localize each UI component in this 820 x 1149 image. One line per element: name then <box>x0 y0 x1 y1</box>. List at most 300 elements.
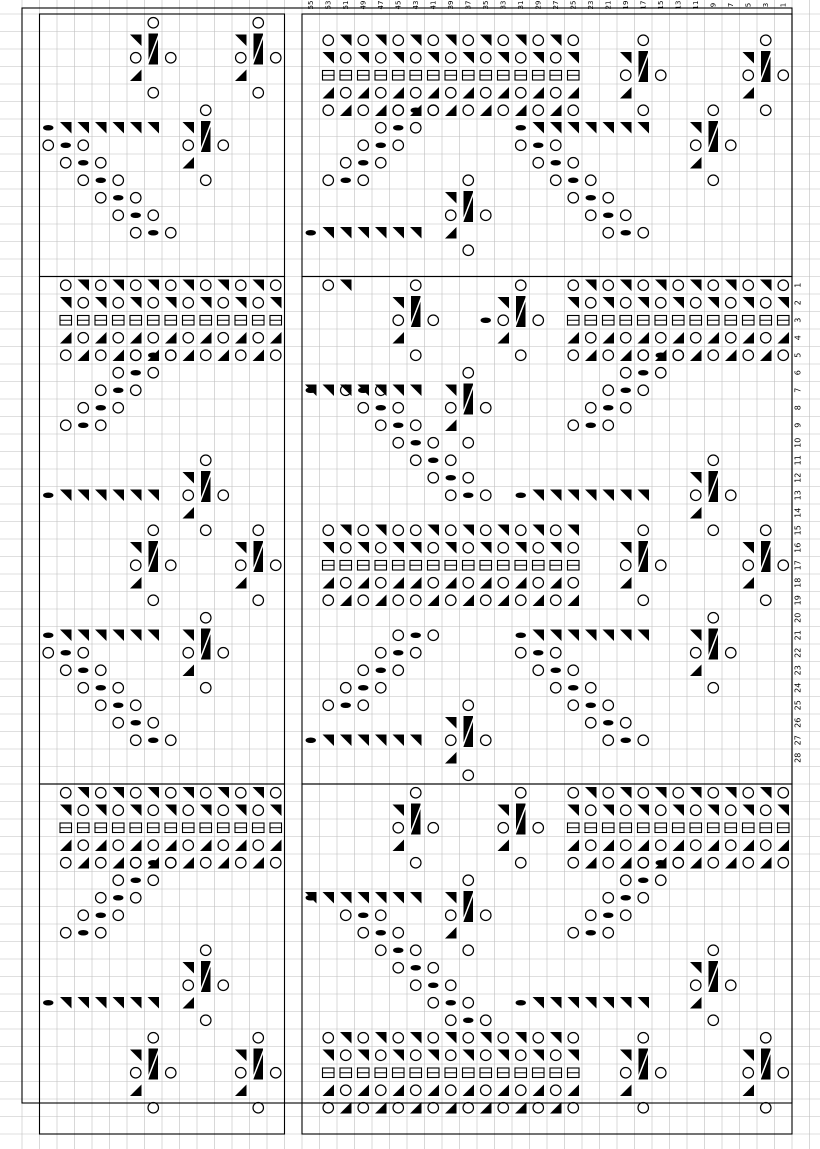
yarn-over-symbol <box>376 945 387 956</box>
col-label: 23 <box>586 0 595 10</box>
k2tog-symbol <box>78 350 90 362</box>
yarn-over-symbol <box>131 228 142 239</box>
ssk-symbol <box>323 52 335 64</box>
purl-box-symbol <box>323 71 335 81</box>
bobble-symbol <box>568 177 579 183</box>
ssk-symbol <box>690 787 702 799</box>
yarn-over-symbol <box>603 420 614 431</box>
ssk-symbol <box>638 630 650 642</box>
k2tog-symbol <box>375 1102 387 1114</box>
yarn-over-symbol <box>148 18 159 29</box>
yarn-over-symbol <box>411 350 422 361</box>
ssk-symbol <box>743 1050 755 1062</box>
purl-box-symbol <box>253 823 265 833</box>
ssk-symbol <box>148 997 160 1009</box>
yarn-over-symbol <box>621 368 632 379</box>
col-label: 5 <box>744 2 753 8</box>
yarn-over-symbol <box>708 455 719 466</box>
ssk-symbol <box>550 35 562 47</box>
yarn-over-symbol <box>446 1050 457 1061</box>
yarn-over-symbol <box>96 700 107 711</box>
purl-box-symbol <box>183 316 195 326</box>
yarn-over-symbol <box>393 525 404 536</box>
bobble-symbol <box>61 650 72 656</box>
k2tog-symbol <box>480 577 492 589</box>
yarn-over-symbol <box>463 770 474 781</box>
yarn-over-symbol <box>393 1103 404 1114</box>
yarn-over-symbol <box>113 840 124 851</box>
yarn-over-symbol <box>761 1033 772 1044</box>
k2tog-symbol <box>603 840 615 852</box>
row-label: 28 <box>793 752 803 763</box>
bobble-symbol <box>428 982 439 988</box>
bobble-symbol <box>446 475 457 481</box>
yarn-over-symbol <box>498 1103 509 1114</box>
bobble-symbol <box>358 387 369 393</box>
row-label: 25 <box>793 700 803 711</box>
yarn-over-symbol <box>761 298 772 309</box>
yarn-over-symbol <box>393 403 404 414</box>
yarn-over-symbol <box>411 788 422 799</box>
ssk-symbol <box>410 1032 422 1044</box>
ssk-symbol <box>130 542 142 554</box>
yarn-over-symbol <box>166 788 177 799</box>
bobble-symbol <box>43 632 54 638</box>
yarn-over-symbol <box>393 315 404 326</box>
purl-box-symbol <box>445 561 457 571</box>
yarn-over-symbol <box>603 928 614 939</box>
yarn-over-symbol <box>446 1015 457 1026</box>
yarn-over-symbol <box>393 823 404 834</box>
yarn-over-symbol <box>708 175 719 186</box>
ssk-symbol <box>393 542 405 554</box>
yarn-over-symbol <box>78 175 89 186</box>
purl-box-symbol <box>253 316 265 326</box>
ssk-symbol <box>340 892 352 904</box>
yarn-over-symbol <box>131 788 142 799</box>
yarn-over-symbol <box>726 648 737 659</box>
yarn-over-symbol <box>656 875 667 886</box>
bobble-symbol <box>96 405 107 411</box>
ssk-symbol <box>463 1050 475 1062</box>
yarn-over-symbol <box>358 665 369 676</box>
yarn-over-symbol <box>498 543 509 554</box>
k2tog-symbol <box>463 87 475 99</box>
ssk-symbol <box>638 997 650 1009</box>
k2tog-symbol <box>113 350 125 362</box>
k2tog-symbol <box>113 857 125 869</box>
yarn-over-symbol <box>568 543 579 554</box>
ssk-symbol <box>708 297 720 309</box>
yarn-over-symbol <box>778 350 789 361</box>
yarn-over-symbol <box>131 700 142 711</box>
yarn-over-symbol <box>761 105 772 116</box>
row-label: 21 <box>793 630 803 641</box>
k2tog-symbol <box>568 1085 580 1097</box>
bobble-symbol <box>656 352 667 358</box>
ssk-symbol <box>620 787 632 799</box>
yarn-over-symbol <box>393 105 404 116</box>
yarn-over-symbol <box>411 53 422 64</box>
yarn-over-symbol <box>673 788 684 799</box>
ssk-symbol <box>568 805 580 817</box>
yarn-over-symbol <box>568 420 579 431</box>
yarn-over-symbol <box>323 525 334 536</box>
k2tog-symbol <box>498 840 510 852</box>
yarn-over-symbol <box>708 945 719 956</box>
ssk-symbol <box>445 892 457 904</box>
yarn-over-symbol <box>376 578 387 589</box>
purl-box-symbol <box>568 823 580 833</box>
purl-box-symbol <box>340 1068 352 1078</box>
yarn-over-symbol <box>586 805 597 816</box>
yarn-over-symbol <box>656 333 667 344</box>
yarn-over-symbol <box>498 315 509 326</box>
yarn-over-symbol <box>516 280 527 291</box>
bobble-symbol <box>568 685 579 691</box>
yarn-over-symbol <box>463 245 474 256</box>
ssk-symbol <box>218 787 230 799</box>
yarn-over-symbol <box>218 980 229 991</box>
bobble-symbol <box>603 212 614 218</box>
yarn-over-symbol <box>358 403 369 414</box>
bobble-symbol <box>306 895 317 901</box>
ssk-symbol <box>585 997 597 1009</box>
yarn-over-symbol <box>568 193 579 204</box>
yarn-over-symbol <box>96 385 107 396</box>
k2tog-symbol <box>743 87 755 99</box>
yarn-over-symbol <box>253 1103 264 1114</box>
yarn-over-symbol <box>61 788 72 799</box>
yarn-over-symbol <box>603 385 614 396</box>
yarn-over-symbol <box>761 840 772 851</box>
row-label: 8 <box>793 405 803 411</box>
k2tog-symbol <box>323 1085 335 1097</box>
bobble-symbol <box>113 895 124 901</box>
cable-symbol <box>200 961 212 992</box>
yarn-over-symbol <box>411 420 422 431</box>
k2tog-symbol <box>778 840 790 852</box>
k2tog-symbol <box>218 857 230 869</box>
ssk-symbol <box>235 297 247 309</box>
bobble-symbol <box>603 912 614 918</box>
yarn-over-symbol <box>113 875 124 886</box>
col-label: 27 <box>551 0 560 10</box>
purl-box-symbol <box>270 823 282 833</box>
ssk-symbol <box>148 490 160 502</box>
col-label: 51 <box>341 0 350 10</box>
yarn-over-symbol <box>131 53 142 64</box>
yarn-over-symbol <box>131 893 142 904</box>
ssk-symbol <box>358 227 370 239</box>
k2tog-symbol <box>218 350 230 362</box>
yarn-over-symbol <box>621 1068 632 1079</box>
yarn-over-symbol <box>113 403 124 414</box>
ssk-symbol <box>568 630 580 642</box>
ssk-symbol <box>550 997 562 1009</box>
ssk-symbol <box>165 297 177 309</box>
yarn-over-symbol <box>253 333 264 344</box>
yarn-over-symbol <box>236 1068 247 1079</box>
yarn-over-symbol <box>761 1103 772 1114</box>
yarn-over-symbol <box>498 578 509 589</box>
cable-symbol <box>463 191 475 222</box>
yarn-over-symbol <box>43 140 54 151</box>
ssk-symbol <box>130 1050 142 1062</box>
yarn-over-symbol <box>516 525 527 536</box>
cable-symbol <box>410 804 422 835</box>
yarn-over-symbol <box>96 280 107 291</box>
ssk-symbol <box>183 630 195 642</box>
yarn-over-symbol <box>568 665 579 676</box>
ssk-symbol <box>375 35 387 47</box>
k2tog-symbol <box>358 1085 370 1097</box>
yarn-over-symbol <box>148 718 159 729</box>
yarn-over-symbol <box>656 1068 667 1079</box>
ssk-symbol <box>445 35 457 47</box>
ssk-symbol <box>410 735 422 747</box>
k2tog-symbol <box>708 332 720 344</box>
ssk-symbol <box>620 52 632 64</box>
yarn-over-symbol <box>516 788 527 799</box>
yarn-over-symbol <box>78 805 89 816</box>
yarn-over-symbol <box>586 840 597 851</box>
col-label: 15 <box>656 0 665 10</box>
yarn-over-symbol <box>516 88 527 99</box>
yarn-over-symbol <box>201 788 212 799</box>
bobble-symbol <box>586 422 597 428</box>
ssk-symbol <box>410 227 422 239</box>
yarn-over-symbol <box>463 105 474 116</box>
ssk-symbol <box>533 997 545 1009</box>
yarn-over-symbol <box>271 560 282 571</box>
yarn-over-symbol <box>568 858 579 869</box>
cable-symbol <box>253 541 265 572</box>
row-label: 9 <box>793 422 803 428</box>
k2tog-symbol <box>235 332 247 344</box>
cable-symbol <box>515 804 527 835</box>
yarn-over-symbol <box>183 648 194 659</box>
purl-box-symbol <box>165 316 177 326</box>
yarn-over-symbol <box>78 333 89 344</box>
yarn-over-symbol <box>446 490 457 501</box>
yarn-over-symbol <box>638 350 649 361</box>
col-label: 47 <box>376 0 385 10</box>
bobble-symbol <box>96 912 107 918</box>
ssk-symbol <box>323 385 335 397</box>
col-label: 11 <box>691 0 700 10</box>
ssk-symbol <box>358 1050 370 1062</box>
yarn-over-symbol <box>131 193 142 204</box>
k2tog-symbol <box>235 70 247 82</box>
yarn-over-symbol <box>358 35 369 46</box>
yarn-over-symbol <box>743 788 754 799</box>
yarn-over-symbol <box>183 140 194 151</box>
bobble-symbol <box>113 702 124 708</box>
bobble-symbol <box>638 370 649 376</box>
yarn-over-symbol <box>78 648 89 659</box>
purl-box-symbol <box>743 316 755 326</box>
k2tog-symbol <box>130 332 142 344</box>
k2tog-symbol <box>235 1085 247 1097</box>
yarn-over-symbol <box>481 1085 492 1096</box>
k2tog-symbol <box>375 595 387 607</box>
ssk-symbol <box>428 52 440 64</box>
yarn-over-symbol <box>726 333 737 344</box>
ssk-symbol <box>78 787 90 799</box>
ssk-symbol <box>463 52 475 64</box>
bobble-symbol <box>411 440 422 446</box>
yarn-over-symbol <box>236 560 247 571</box>
bobble-symbol <box>551 160 562 166</box>
yarn-over-symbol <box>778 788 789 799</box>
yarn-over-symbol <box>586 718 597 729</box>
col-label: 33 <box>499 0 508 10</box>
yarn-over-symbol <box>708 1015 719 1026</box>
bobble-symbol <box>131 212 142 218</box>
yarn-over-symbol <box>428 1033 439 1044</box>
ssk-symbol <box>550 1032 562 1044</box>
ssk-symbol <box>533 490 545 502</box>
yarn-over-symbol <box>621 718 632 729</box>
purl-box-symbol <box>95 316 107 326</box>
ssk-symbol <box>183 122 195 134</box>
yarn-over-symbol <box>358 525 369 536</box>
ssk-symbol <box>60 490 72 502</box>
yarn-over-symbol <box>656 805 667 816</box>
purl-box-symbol <box>463 1068 475 1078</box>
bobble-symbol <box>78 667 89 673</box>
yarn-over-symbol <box>568 158 579 169</box>
yarn-over-symbol <box>218 648 229 659</box>
k2tog-symbol <box>165 332 177 344</box>
ssk-symbol <box>533 525 545 537</box>
bobble-symbol <box>411 965 422 971</box>
row-label: 3 <box>793 317 803 323</box>
ssk-symbol <box>270 805 282 817</box>
yarn-over-symbol <box>323 280 334 291</box>
ssk-symbol <box>620 630 632 642</box>
yarn-over-symbol <box>96 420 107 431</box>
yarn-over-symbol <box>516 1050 527 1061</box>
ssk-symbol <box>708 805 720 817</box>
yarn-over-symbol <box>201 613 212 624</box>
k2tog-symbol <box>165 840 177 852</box>
yarn-over-symbol <box>446 980 457 991</box>
ssk-symbol <box>778 805 790 817</box>
purl-box-symbol <box>200 823 212 833</box>
ssk-symbol <box>78 997 90 1009</box>
ssk-symbol <box>130 122 142 134</box>
row-label: 23 <box>793 665 803 676</box>
row-label: 26 <box>793 717 803 728</box>
k2tog-symbol <box>585 350 597 362</box>
yarn-over-symbol <box>166 735 177 746</box>
bobble-symbol <box>638 877 649 883</box>
ssk-symbol <box>620 122 632 134</box>
yarn-over-symbol <box>533 158 544 169</box>
ssk-symbol <box>95 490 107 502</box>
ssk-symbol <box>78 630 90 642</box>
purl-box-symbol <box>725 823 737 833</box>
bobble-symbol <box>516 632 527 638</box>
ssk-symbol <box>498 805 510 817</box>
col-label: 9 <box>709 2 718 8</box>
bobble-symbol <box>96 177 107 183</box>
bobble-symbol <box>376 930 387 936</box>
ssk-symbol <box>533 52 545 64</box>
k2tog-symbol <box>463 1085 475 1097</box>
yarn-over-symbol <box>743 280 754 291</box>
k2tog-symbol <box>445 105 457 117</box>
bobble-symbol <box>78 160 89 166</box>
yarn-over-symbol <box>113 910 124 921</box>
yarn-over-symbol <box>516 648 527 659</box>
ssk-symbol <box>690 280 702 292</box>
yarn-over-symbol <box>743 70 754 81</box>
purl-box-symbol <box>585 316 597 326</box>
ssk-symbol <box>673 297 685 309</box>
yarn-over-symbol <box>411 980 422 991</box>
yarn-over-symbol <box>516 53 527 64</box>
k2tog-symbol <box>498 87 510 99</box>
k2tog-symbol <box>393 840 405 852</box>
cable-symbol <box>253 34 265 65</box>
ssk-symbol <box>480 542 492 554</box>
k2tog-symbol <box>78 857 90 869</box>
ssk-symbol <box>585 630 597 642</box>
yarn-over-symbol <box>411 280 422 291</box>
yarn-over-symbol <box>166 350 177 361</box>
purl-box-symbol <box>148 823 160 833</box>
k2tog-symbol <box>673 840 685 852</box>
purl-box-symbol <box>445 1068 457 1078</box>
yarn-over-symbol <box>131 1068 142 1079</box>
col-label: 49 <box>359 0 368 10</box>
k2tog-symbol <box>620 1085 632 1097</box>
purl-box-symbol <box>340 71 352 81</box>
yarn-over-symbol <box>498 1033 509 1044</box>
bobble-symbol <box>621 737 632 743</box>
yarn-over-symbol <box>166 53 177 64</box>
purl-box-symbol <box>218 823 230 833</box>
ssk-symbol <box>130 297 142 309</box>
ssk-symbol <box>393 805 405 817</box>
yarn-over-symbol <box>533 1033 544 1044</box>
purl-box-symbol <box>410 1068 422 1078</box>
ssk-symbol <box>148 280 160 292</box>
yarn-over-symbol <box>148 805 159 816</box>
yarn-over-symbol <box>341 910 352 921</box>
ssk-symbol <box>235 805 247 817</box>
bobble-symbol <box>621 230 632 236</box>
ssk-symbol <box>130 630 142 642</box>
yarn-over-symbol <box>236 53 247 64</box>
yarn-over-symbol <box>131 858 142 869</box>
k2tog-symbol <box>760 857 772 869</box>
yarn-over-symbol <box>568 35 579 46</box>
k2tog-symbol <box>743 840 755 852</box>
ssk-symbol <box>445 192 457 204</box>
purl-box-symbol <box>78 823 90 833</box>
yarn-over-symbol <box>78 840 89 851</box>
ssk-symbol <box>690 122 702 134</box>
ssk-symbol <box>358 892 370 904</box>
yarn-over-symbol <box>621 298 632 309</box>
yarn-over-symbol <box>446 1085 457 1096</box>
purl-box-symbol <box>638 823 650 833</box>
ssk-symbol <box>568 52 580 64</box>
